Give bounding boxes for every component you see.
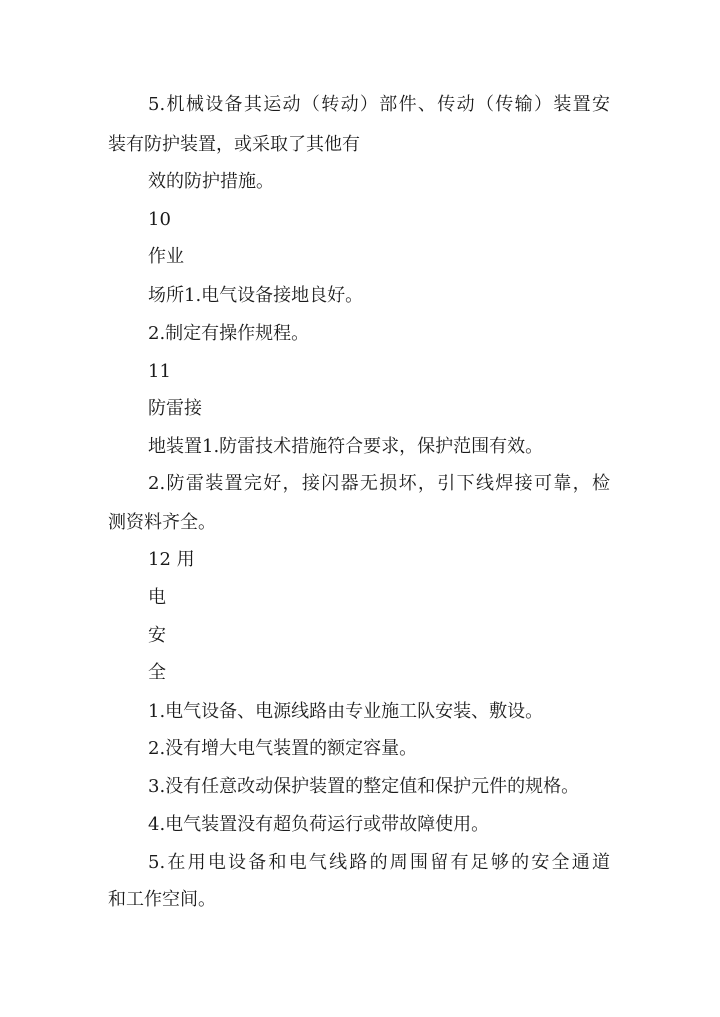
text-line: 测资料齐全。 — [108, 512, 216, 533]
text-line: 5.机械设备其运动（转动）部件、传动（传输）装置安 — [148, 94, 610, 115]
text-line: 作业 — [148, 246, 184, 267]
text-line: 4.电气装置没有超负荷运行或带故障使用。 — [148, 814, 490, 835]
text-line: 和工作空间。 — [108, 889, 216, 910]
text-line: 安 — [148, 625, 166, 646]
text-line: 5.在用电设备和电气线路的周围留有足够的安全通道 — [148, 852, 610, 873]
text-line: 2.制定有操作规程。 — [148, 323, 310, 344]
text-line: 10 — [148, 209, 171, 230]
text-line: 2.防雷装置完好，接闪器无损坏，引下线焊接可靠，检 — [148, 473, 610, 494]
text-line: 2.没有增大电气装置的额定容量。 — [148, 738, 418, 759]
text-line: 3.没有任意改动保护装置的整定值和保护元件的规格。 — [148, 776, 580, 797]
text-line: 地装置1.防雷技术措施符合要求，保护范围有效。 — [148, 436, 544, 457]
text-line: 12 用 — [148, 549, 195, 570]
text-line: 11 — [148, 361, 171, 382]
text-line: 装有防护装置，或采取了其他有 — [108, 134, 360, 155]
text-line: 效的防护措施。 — [148, 171, 274, 192]
text-line: 场所1.电气设备接地良好。 — [148, 285, 364, 306]
text-line: 防雷接 — [148, 398, 202, 419]
text-line: 1.电气设备、电源线路由专业施工队安装、敷设。 — [148, 701, 544, 722]
text-line: 电 — [148, 587, 166, 608]
text-line: 全 — [148, 662, 166, 683]
